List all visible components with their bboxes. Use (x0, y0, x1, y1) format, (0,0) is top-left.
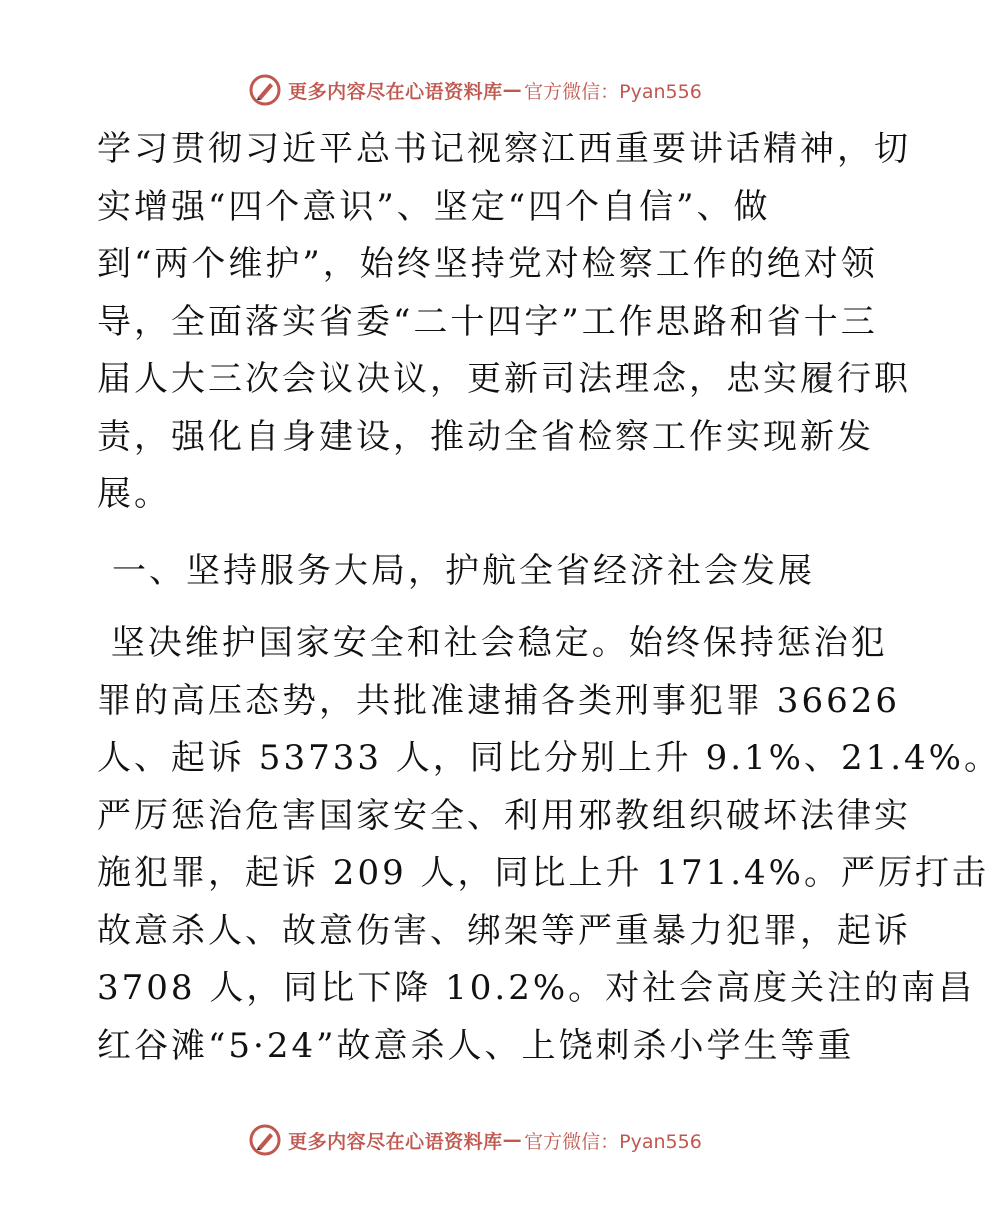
text-line: 到“两个维护”，始终坚持党对检察工作的绝对领 (97, 244, 878, 284)
text-line: 故意杀人、故意伤害、绑架等严重暴力犯罪，起诉 (97, 910, 911, 951)
pen-circle-logo-icon (248, 73, 282, 107)
text-line: 学习贯彻习近平总书记视察江西重要讲话精神，切 (97, 129, 911, 169)
text-line: 届人大三次会议决议，更新司法理念，忠实履行职 (97, 359, 911, 399)
pen-circle-logo-icon (248, 1123, 282, 1157)
text-line: 坚决维护国家安全和社会稳定。始终保持惩治犯 (97, 623, 888, 663)
text-line: 严厉惩治危害国家安全、利用邪教组织破坏法律实 (97, 795, 911, 836)
watermark-text: 更多内容尽在心语资料库 (288, 1130, 503, 1153)
paragraph-intro (97, 121, 911, 524)
watermark-separator: — (502, 1129, 523, 1151)
text-line: 施犯罪，起诉 209 人，同比上升 171.4%。严厉打击 (97, 853, 989, 893)
paragraph-security (97, 615, 1001, 1075)
watermark-text: 更多内容尽在心语资料库 (288, 80, 503, 103)
text-line: 责，强化自身建设，推动全省检察工作实现新发 (97, 416, 874, 457)
watermark-wechat: 官方微信：Pyan556 (524, 1130, 702, 1153)
watermark-footer (0, 1120, 950, 1160)
watermark-wechat: 官方微信：Pyan556 (524, 80, 702, 103)
watermark-separator: — (502, 79, 523, 101)
text-line: 人、起诉 53733 人，同比分别上升 9.1%、21.4%。 (97, 738, 1001, 778)
text-line: 导，全面落实省委“二十四字”工作思路和省十三 (97, 301, 878, 342)
text-line: 罪的高压态势，共批准逮捕各类刑事犯罪 36626 (97, 680, 900, 721)
text-line: 红谷滩“5·24”故意杀人、上饶刺杀小学生等重 (97, 1025, 855, 1066)
text-line: 展。 (97, 474, 171, 514)
section-heading: 一、坚持服务大局，护航全省经济社会发展 (112, 551, 815, 591)
watermark-header (0, 70, 950, 110)
text-line: 实增强“四个意识”、坚定“四个自信”、做 (97, 186, 771, 227)
text-line: 3708 人，同比下降 10.2%。对社会高度关注的南昌 (97, 968, 976, 1008)
